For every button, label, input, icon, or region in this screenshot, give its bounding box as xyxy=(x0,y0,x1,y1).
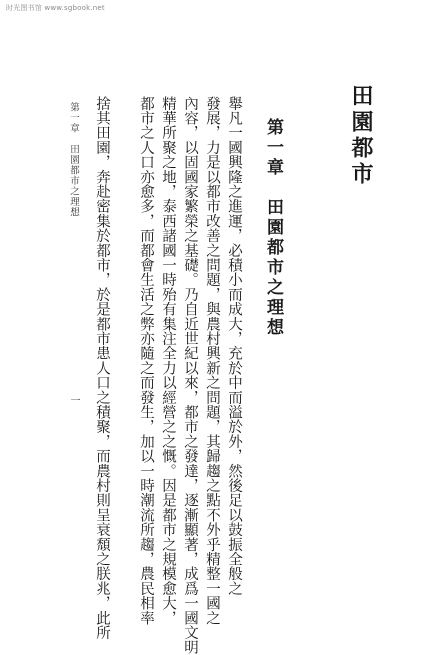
body-column: 舉凡一國興隆之進運，必積小而成大，充於中而溢於外，然後足以鼓振全般之 xyxy=(226,96,242,596)
page-number: 一 xyxy=(68,395,79,405)
body-column: 發展，力是以都市改善之問題，與農村興新之問題，其歸趨之點不外乎精整一國之 xyxy=(204,96,220,626)
body-column: 捨其田園，奔赴密集於都市，於是都市患人口之積聚，而農村則呈衰頹之朕兆，此所 xyxy=(94,96,110,640)
watermark-text: 时光图书馆 www.sgbook.net xyxy=(6,4,105,12)
body-column: 都市之人口亦愈多，而都會生活之弊亦隨之而發生，加以一時潮流所趨，農民相率 xyxy=(138,96,154,626)
body-column: 內容，以固國家繁榮之基礎。乃自近世紀以來，都市之發達，逐漸顯著，成爲一國文明 xyxy=(182,96,198,655)
chapter-heading: 第一章 田園都市之理想 xyxy=(263,118,283,338)
body-column: 精華所聚之地，泰西諸國一時殆有集注全力以經營之之慨。因是都市之規模愈大， xyxy=(160,96,176,626)
book-title: 田園都市 xyxy=(348,84,374,188)
running-head: 第一章 田園都市之理想 xyxy=(68,102,79,218)
